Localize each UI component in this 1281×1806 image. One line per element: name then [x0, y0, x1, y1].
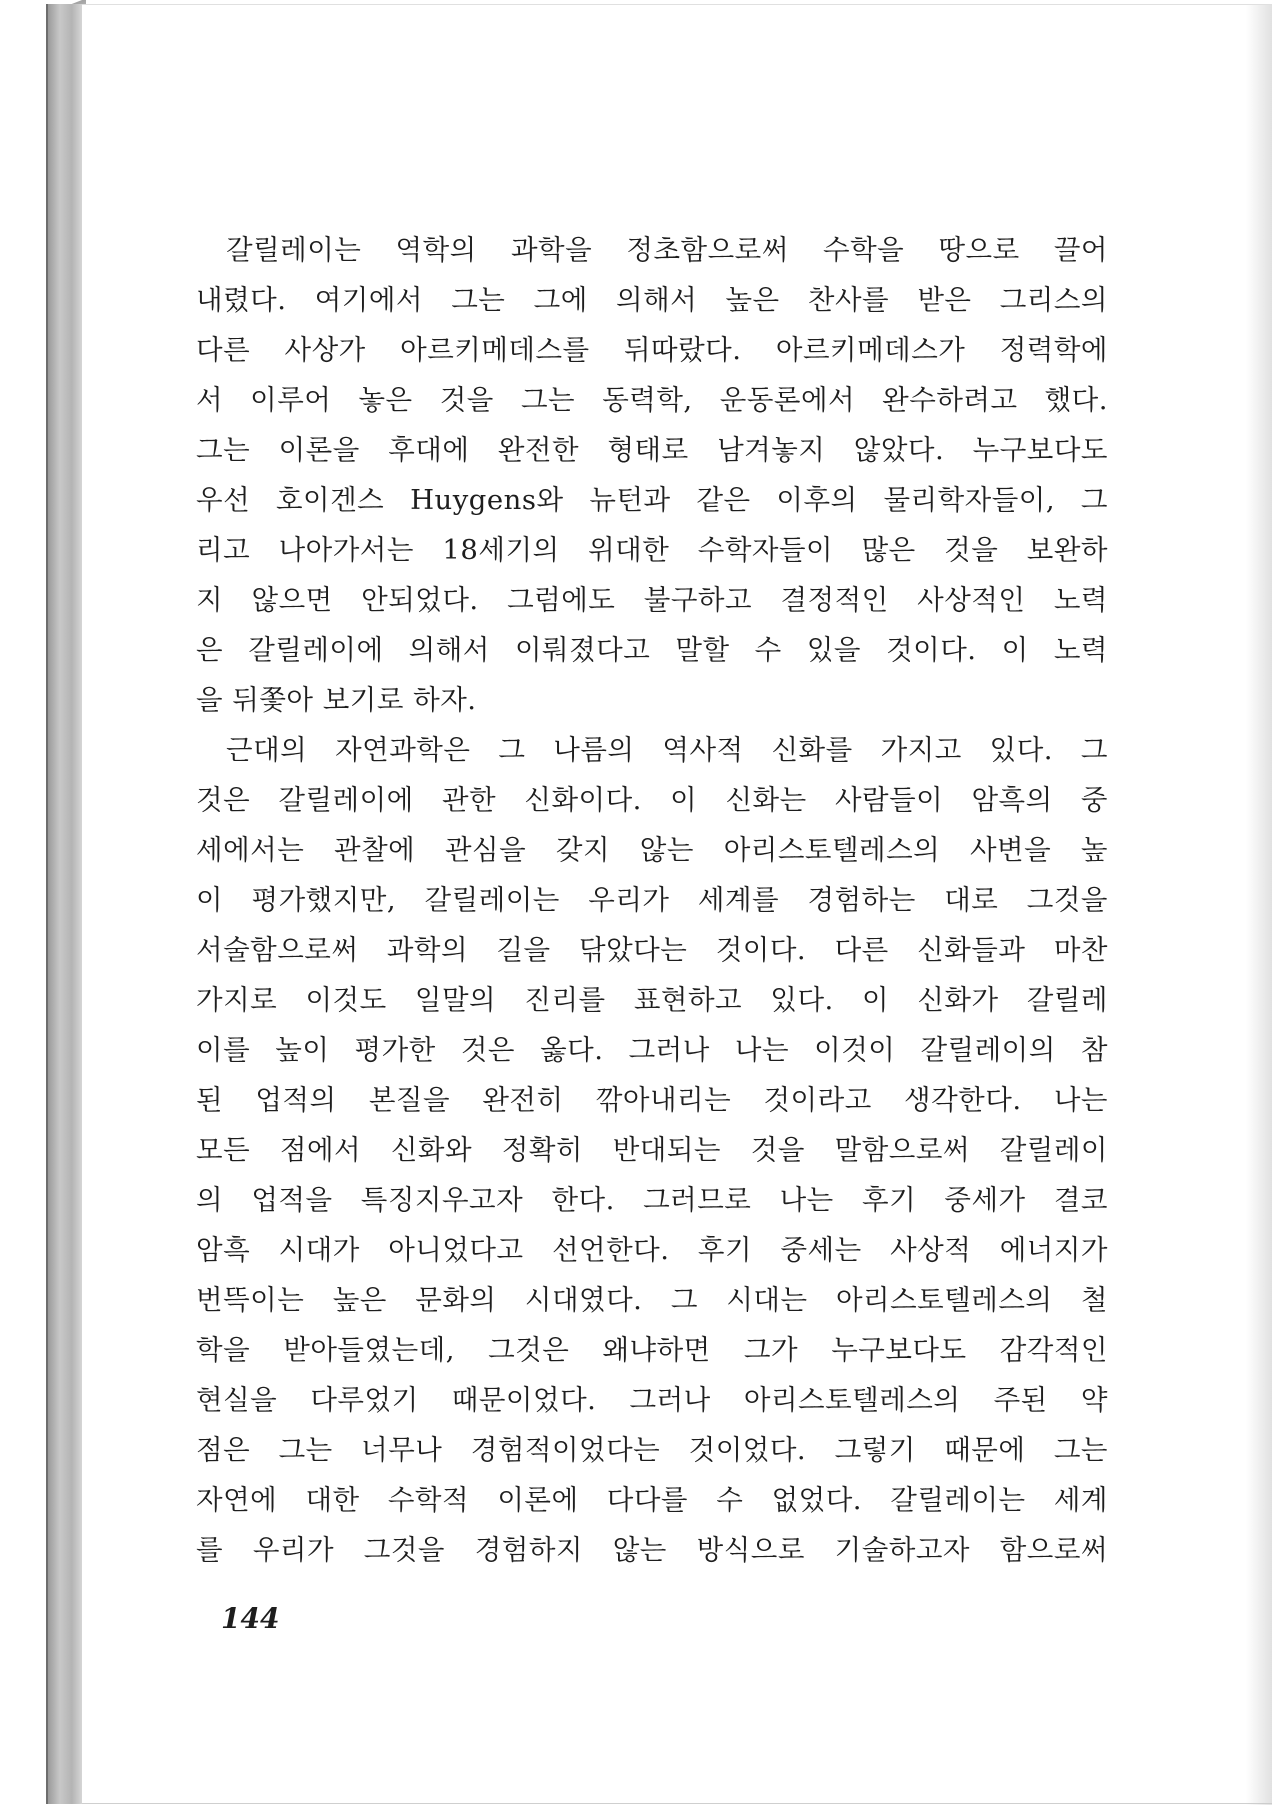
text-line: 모든 점에서 신화와 정확히 반대되는 것을 말함으로써 갈릴레이: [196, 1134, 1108, 1166]
body-text: [196, 225, 1108, 1575]
text-line: 은 갈릴레이에 의해서 이뤄졌다고 말할 수 있을 것이다. 이 노력: [196, 634, 1108, 666]
text-line: 리고 나아가서는 18세기의 위대한 수학자들이 많은 것을 보완하: [196, 534, 1108, 566]
text-line: 내렸다. 여기에서 그는 그에 의해서 높은 찬사를 받은 그리스의: [196, 284, 1108, 316]
text-line: 암흑 시대가 아니었다고 선언한다. 후기 중세는 사상적 에너지가: [196, 1234, 1108, 1266]
text-line: 점은 그는 너무나 경험적이었다는 것이었다. 그렇기 때문에 그는: [196, 1434, 1108, 1466]
text-line: 가지로 이것도 일말의 진리를 표현하고 있다. 이 신화가 갈릴레: [196, 984, 1108, 1016]
text-line: 서 이루어 놓은 것을 그는 동력학, 운동론에서 완수하려고 했다.: [196, 384, 1108, 416]
text-line: 이를 높이 평가한 것은 옳다. 그러나 나는 이것이 갈릴레이의 참: [196, 1034, 1108, 1066]
text-line: 자연에 대한 수학적 이론에 다다를 수 없었다. 갈릴레이는 세계: [196, 1484, 1108, 1516]
text-line: 세에서는 관찰에 관심을 갖지 않는 아리스토텔레스의 사변을 높: [196, 834, 1108, 866]
text-line: 을 뒤쫓아 보기로 하자.: [196, 684, 477, 716]
book-page-edges: [46, 4, 82, 1804]
text-line: 우선 호이겐스 Huygens와 뉴턴과 같은 이후의 물리학자들이, 그: [196, 484, 1108, 516]
text-line: 근대의 자연과학은 그 나름의 역사적 신화를 가지고 있다. 그: [226, 734, 1108, 766]
text-line: 그는 이론을 후대에 완전한 형태로 남겨놓지 않았다. 누구보다도: [196, 434, 1108, 466]
text-line: 갈릴레이는 역학의 과학을 정초함으로써 수학을 땅으로 끌어: [226, 234, 1108, 266]
page-curl-shadow: [1246, 5, 1272, 1805]
text-line: 것은 갈릴레이에 관한 신화이다. 이 신화는 사람들이 암흑의 중: [196, 784, 1108, 816]
text-line: 번뜩이는 높은 문화의 시대였다. 그 시대는 아리스토텔레스의 철: [196, 1284, 1108, 1316]
text-line: 서술함으로써 과학의 길을 닦았다는 것이다. 다른 신화들과 마찬: [196, 934, 1108, 966]
text-line: 된 업적의 본질을 완전히 깎아내리는 것이라고 생각한다. 나는: [196, 1084, 1108, 1116]
text-line: 현실을 다루었기 때문이었다. 그러나 아리스토텔레스의 주된 약: [196, 1384, 1108, 1416]
text-line: 를 우리가 그것을 경험하지 않는 방식으로 기술하고자 함으로써: [196, 1534, 1108, 1566]
text-line: 지 않으면 안되었다. 그럼에도 불구하고 결정적인 사상적인 노력: [196, 584, 1108, 616]
text-line: 의 업적을 특징지우고자 한다. 그러므로 나는 후기 중세가 결코: [196, 1184, 1108, 1216]
text-line: 이 평가했지만, 갈릴레이는 우리가 세계를 경험하는 대로 그것을: [196, 884, 1108, 916]
page-number: 144: [221, 1602, 280, 1635]
text-line: 학을 받아들였는데, 그것은 왜냐하면 그가 누구보다도 감각적인: [196, 1334, 1108, 1366]
text-line: 다른 사상가 아르키메데스를 뒤따랐다. 아르키메데스가 정력학에: [196, 334, 1108, 366]
